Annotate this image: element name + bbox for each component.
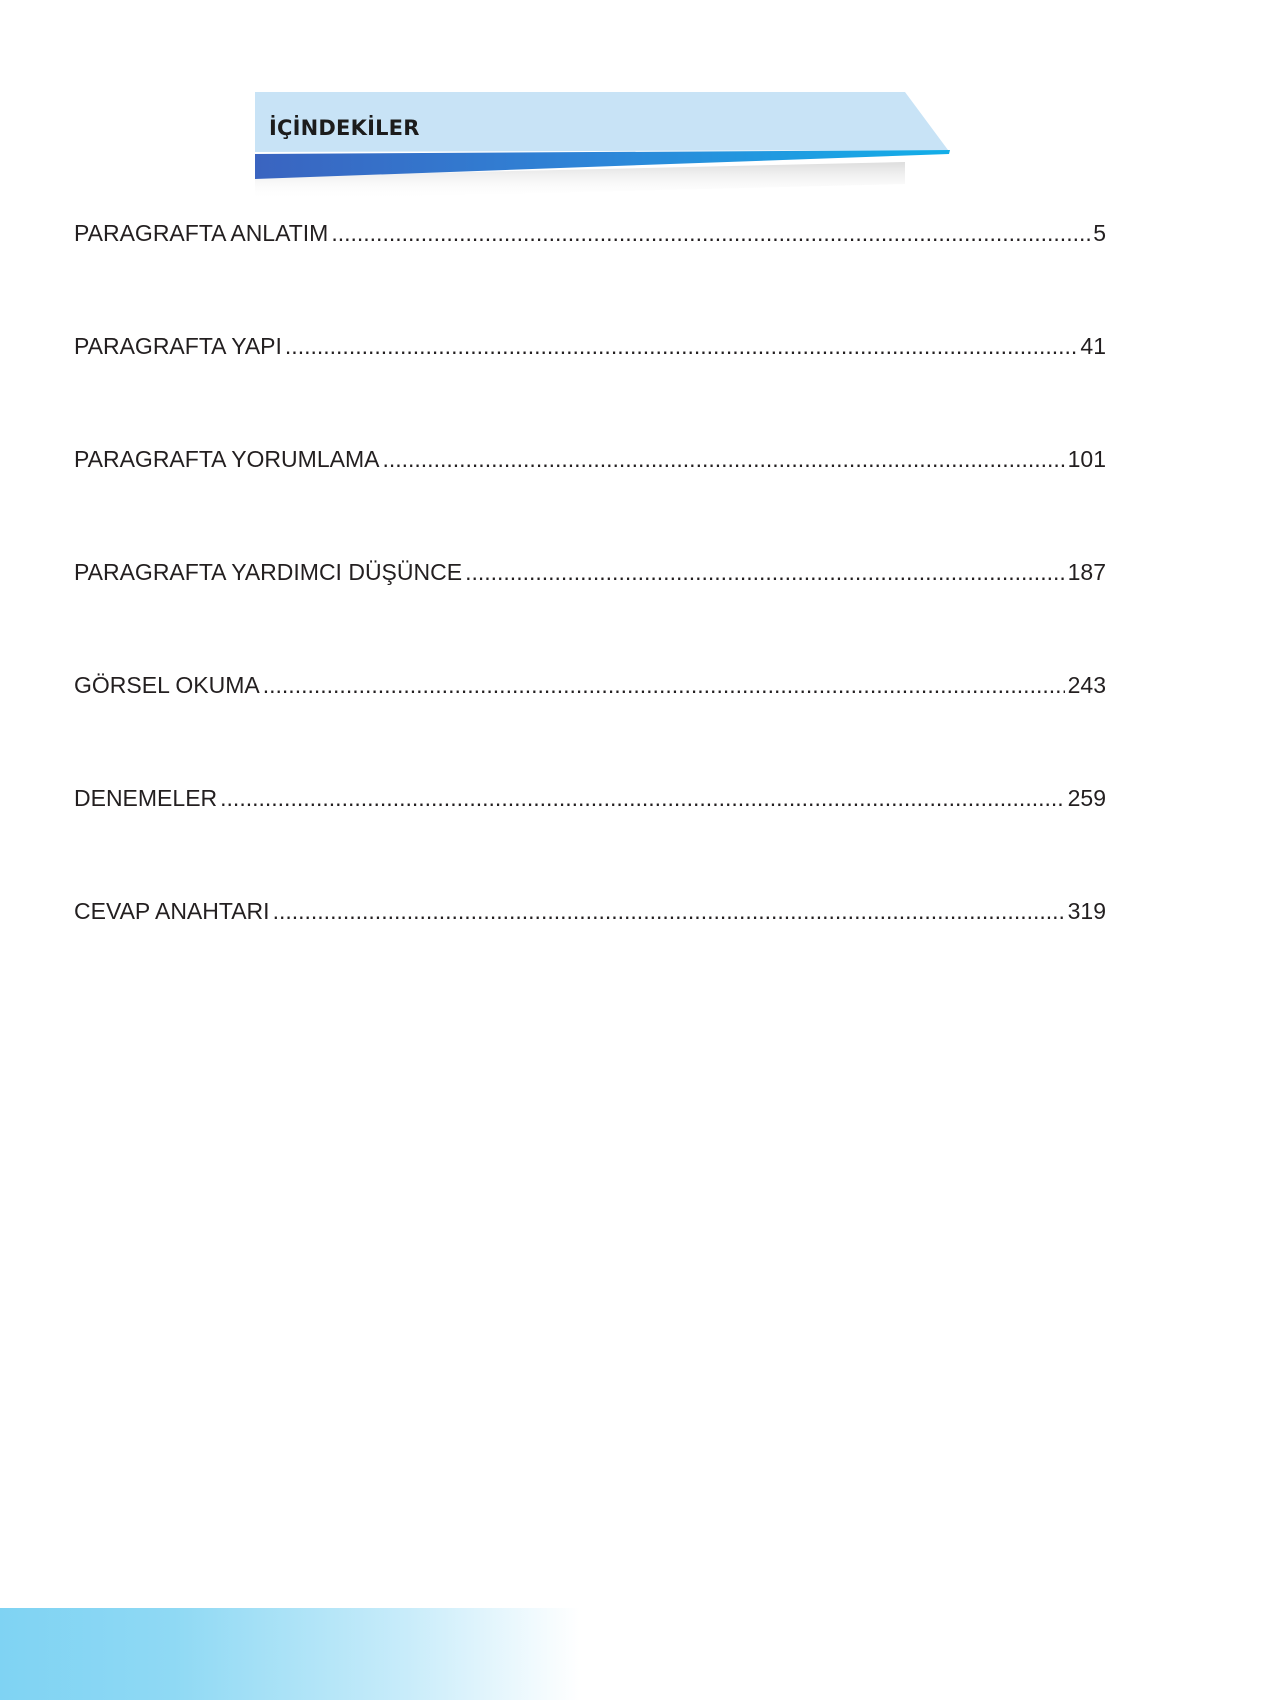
toc-entry-title: PARAGRAFTA YARDIMCI DÜŞÜNCE xyxy=(74,559,463,585)
toc-dot-leader xyxy=(465,557,1065,587)
toc-entry[interactable] xyxy=(74,218,1106,248)
toc-dot-leader xyxy=(382,444,1064,474)
toc-entry-title: PARAGRAFTA YAPI xyxy=(74,333,282,359)
toc-entry[interactable] xyxy=(74,670,1106,700)
toc-dot-leader xyxy=(331,218,1090,248)
toc-dot-leader xyxy=(263,670,1065,700)
toc-entry-page: 259 xyxy=(1067,785,1106,811)
toc-entry-title: CEVAP ANAHTARI xyxy=(74,898,270,924)
toc-entry-title: GÖRSEL OKUMA xyxy=(74,672,260,698)
toc-entry-page: 187 xyxy=(1067,559,1106,585)
toc-entry-page: 243 xyxy=(1067,672,1106,698)
banner-shape xyxy=(255,92,955,202)
toc-entry-title: PARAGRAFTA YORUMLAMA xyxy=(74,446,380,472)
toc-entry-title: PARAGRAFTA ANLATIM xyxy=(74,220,329,246)
toc-entry[interactable] xyxy=(74,896,1106,926)
header-banner xyxy=(255,92,955,202)
toc-entry[interactable] xyxy=(74,331,1106,361)
toc-entry-page: 5 xyxy=(1093,220,1106,246)
toc-entry[interactable] xyxy=(74,444,1106,474)
toc-entry-page: 41 xyxy=(1080,333,1106,359)
footer-gradient-bar xyxy=(0,1608,580,1700)
toc-entry[interactable] xyxy=(74,557,1106,587)
toc-entry[interactable] xyxy=(74,783,1106,813)
page-title: İÇİNDEKİLER xyxy=(269,116,420,140)
toc-dot-leader xyxy=(273,896,1065,926)
toc-entry-page: 319 xyxy=(1067,898,1106,924)
toc-entry-page: 101 xyxy=(1067,446,1106,472)
toc-dot-leader xyxy=(285,331,1077,361)
toc-dot-leader xyxy=(220,783,1064,813)
toc-entry-title: DENEMELER xyxy=(74,785,218,811)
